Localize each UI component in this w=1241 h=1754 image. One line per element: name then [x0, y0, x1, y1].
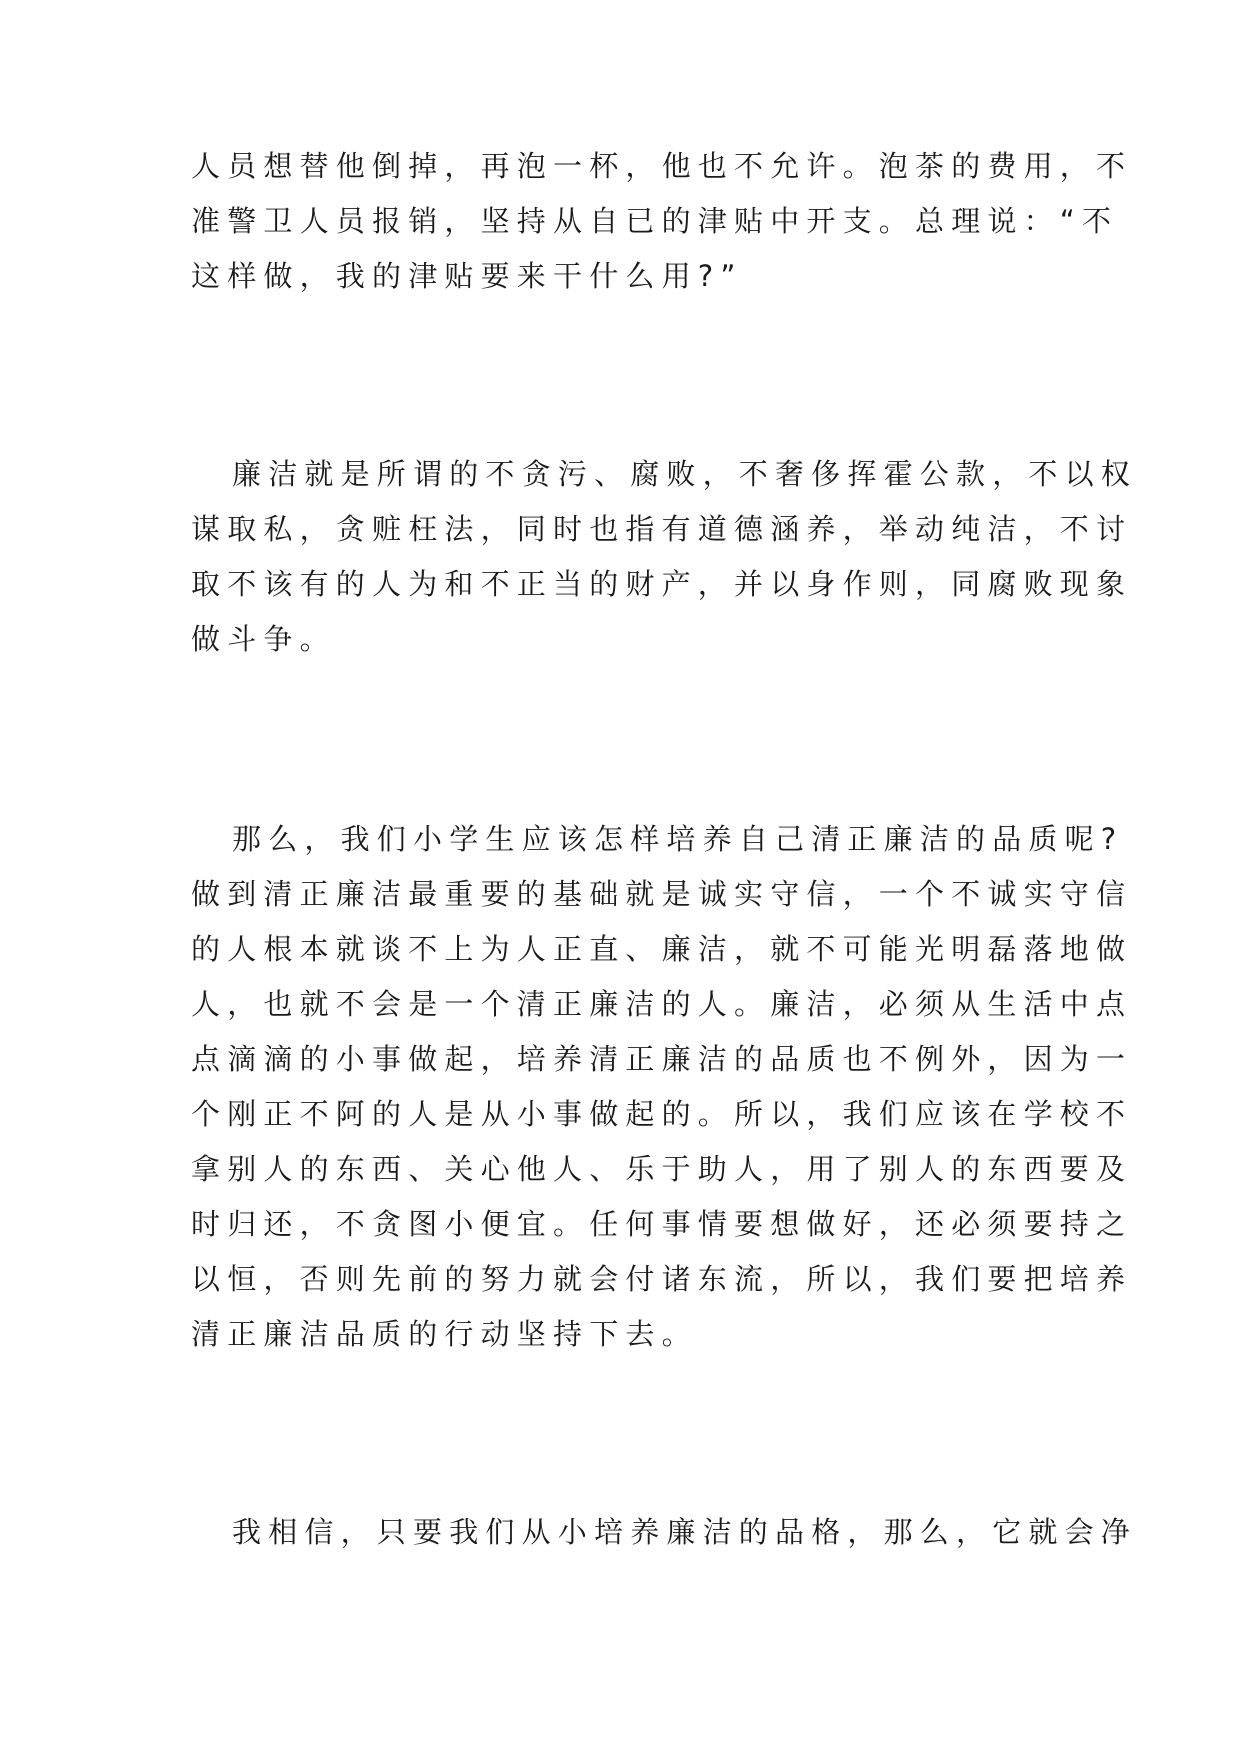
paragraph-line: 这样做，我的津贴要来干什么用?” [191, 259, 743, 293]
paragraph-line: 个刚正不阿的人是从小事做起的。所以，我们应该在学校不 [191, 1097, 1133, 1131]
paragraph-line: 取不该有的人为和不正当的财产，并以身作则，同腐败现象 [191, 567, 1133, 601]
paragraph-line: 我相信，只要我们从小培养廉洁的品格，那么，它就会净 [232, 1515, 1138, 1549]
paragraph-line: 做斗争。 [191, 622, 336, 656]
paragraph-line: 清正廉洁品质的行动坚持下去。 [191, 1317, 698, 1351]
paragraph-line: 拿别人的东西、关心他人、乐于助人，用了别人的东西要及 [191, 1152, 1133, 1186]
paragraph-line: 的人根本就谈不上为人正直、廉洁，就不可能光明磊落地做 [191, 932, 1133, 966]
paragraph-line: 那么，我们小学生应该怎样培养自己清正廉洁的品质呢? [232, 822, 1124, 856]
paragraph-line: 时归还，不贪图小便宜。任何事情要想做好，还必须要持之 [191, 1207, 1133, 1241]
paragraph-line: 做到清正廉洁最重要的基础就是诚实守信，一个不诚实守信 [191, 877, 1133, 911]
paragraph-line: 以恒，否则先前的努力就会付诸东流，所以，我们要把培养 [191, 1262, 1133, 1296]
paragraph-line: 人，也就不会是一个清正廉洁的人。廉洁，必须从生活中点 [191, 987, 1133, 1021]
paragraph-line: 廉洁就是所谓的不贪污、腐败，不奢侈挥霍公款，不以权 [232, 457, 1138, 491]
paragraph-line: 谋取私，贪赃枉法，同时也指有道德涵养，举动纯洁，不讨 [191, 512, 1133, 546]
paragraph-line: 人员想替他倒掉，再泡一杯，他也不允许。泡茶的费用，不 [191, 149, 1133, 183]
paragraph-line: 准警卫人员报销，坚持从自已的津贴中开支。总理说：“不 [191, 204, 1119, 238]
paragraph-line: 点滴滴的小事做起，培养清正廉洁的品质也不例外，因为一 [191, 1042, 1133, 1076]
